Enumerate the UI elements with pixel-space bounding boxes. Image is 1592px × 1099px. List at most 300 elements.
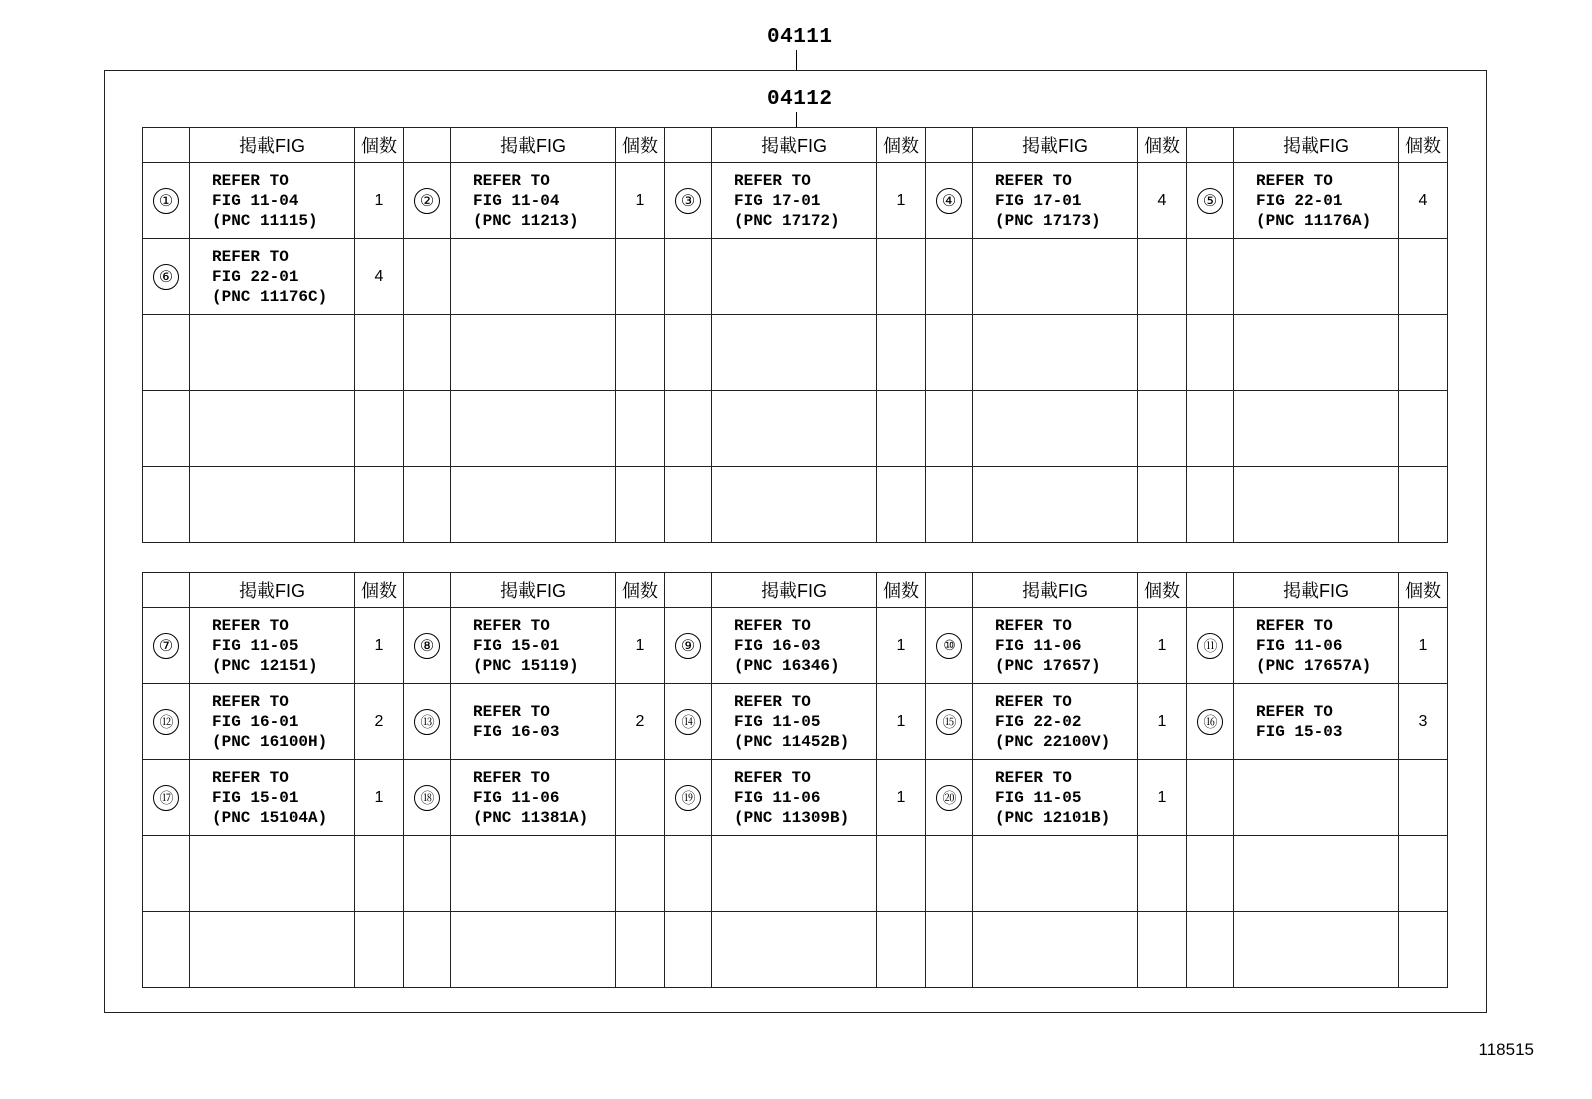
item-number-cell (926, 391, 973, 467)
quantity-cell (355, 391, 404, 467)
quantity-cell (616, 684, 665, 760)
fig-reference-cell (1234, 391, 1399, 467)
quantity-value: 1 (896, 712, 906, 730)
quantity-cell (1399, 836, 1448, 912)
header-fig-label: 掲載FIG (712, 128, 877, 163)
fig-reference-line: (PNC 11213) (473, 211, 579, 230)
fig-reference-line: (PNC 11381A) (473, 808, 589, 827)
quantity-value: 1 (635, 636, 645, 654)
fig-reference-cell (712, 315, 877, 391)
fig-reference-cell (451, 684, 616, 760)
quantity-value: 1 (374, 788, 384, 806)
fig-reference-text (712, 616, 876, 676)
fig-reference-cell (973, 467, 1138, 543)
item-number-cell (404, 760, 451, 836)
fig-reference-line: (PNC 16100H) (212, 732, 328, 751)
quantity-cell (1138, 836, 1187, 912)
fig-reference-text (973, 768, 1137, 828)
fig-reference-cell (712, 760, 877, 836)
header-number-cell (926, 573, 973, 608)
fig-reference-line: REFER TO (1256, 616, 1333, 635)
quantity-cell (877, 760, 926, 836)
fig-reference-text (451, 768, 615, 828)
fig-reference-text (712, 768, 876, 828)
item-number-badge: ⑬ (414, 709, 440, 735)
quantity-cell (355, 467, 404, 543)
table-row (143, 912, 1448, 988)
fig-reference-cell (712, 836, 877, 912)
fig-reference-cell (451, 239, 616, 315)
quantity-cell (355, 836, 404, 912)
fig-reference-cell (451, 836, 616, 912)
item-number-cell (404, 912, 451, 988)
quantity-cell (355, 760, 404, 836)
item-number-badge: ⑦ (153, 633, 179, 659)
fig-reference-cell (190, 912, 355, 988)
fig-reference-line: FIG 11-05 (995, 788, 1082, 807)
fig-reference-line: REFER TO (995, 616, 1072, 635)
item-number-cell (665, 391, 712, 467)
quantity-cell (1399, 760, 1448, 836)
item-number-cell (665, 467, 712, 543)
quantity-value: 1 (1157, 788, 1167, 806)
fig-reference-line: REFER TO (212, 247, 289, 266)
header-qty-label: 個数 (1399, 128, 1448, 163)
fig-reference-line: REFER TO (734, 171, 811, 190)
header-qty-label: 個数 (355, 128, 404, 163)
fig-reference-cell (712, 239, 877, 315)
header-number-cell (143, 573, 190, 608)
fig-reference-text (190, 768, 354, 828)
fig-reference-cell (1234, 912, 1399, 988)
quantity-cell (616, 163, 665, 239)
quantity-cell (877, 836, 926, 912)
header-number-cell (1187, 573, 1234, 608)
item-number-cell (926, 912, 973, 988)
item-number-badge: ④ (936, 188, 962, 214)
quantity-value: 4 (1418, 191, 1428, 209)
item-number-cell (1187, 760, 1234, 836)
fig-reference-line: (PNC 17172) (734, 211, 840, 230)
fig-reference-line: FIG 11-04 (212, 191, 299, 210)
table-row (143, 391, 1448, 467)
header-qty-label: 個数 (877, 128, 926, 163)
fig-reference-cell (712, 912, 877, 988)
header-qty-label: 個数 (355, 573, 404, 608)
assembly-code-label: 04111 (767, 26, 833, 49)
quantity-cell (1138, 163, 1187, 239)
fig-reference-line: FIG 11-06 (1256, 636, 1343, 655)
fig-reference-line: (PNC 17173) (995, 211, 1101, 230)
parts-table-lower (142, 572, 1448, 988)
item-number-badge: ⑥ (153, 264, 179, 290)
fig-reference-line: REFER TO (212, 692, 289, 711)
fig-reference-cell (1234, 836, 1399, 912)
item-number-cell (926, 608, 973, 684)
item-number-cell (1187, 163, 1234, 239)
header-number-cell (404, 128, 451, 163)
quantity-cell (616, 760, 665, 836)
fig-reference-line: FIG 16-03 (734, 636, 821, 655)
fig-reference-line: FIG 15-01 (212, 788, 299, 807)
fig-reference-line: REFER TO (473, 171, 550, 190)
fig-reference-cell (190, 684, 355, 760)
header-fig-label: 掲載FIG (973, 128, 1138, 163)
quantity-cell (1138, 684, 1187, 760)
quantity-cell (877, 315, 926, 391)
quantity-cell (616, 391, 665, 467)
fig-reference-text (451, 702, 615, 742)
item-number-cell (926, 239, 973, 315)
table-row (143, 760, 1448, 836)
table-row (143, 163, 1448, 239)
header-qty-label: 個数 (616, 128, 665, 163)
quantity-cell (1138, 912, 1187, 988)
fig-reference-cell (1234, 608, 1399, 684)
table-row (143, 608, 1448, 684)
header-number-cell (926, 128, 973, 163)
fig-reference-text (190, 692, 354, 752)
quantity-cell (877, 163, 926, 239)
item-number-badge: ⑧ (414, 633, 440, 659)
quantity-value: 1 (374, 636, 384, 654)
item-number-badge: ⑰ (153, 785, 179, 811)
quantity-value: 2 (635, 712, 645, 730)
table-header-row (143, 128, 1448, 163)
fig-reference-cell (190, 315, 355, 391)
item-number-cell (143, 467, 190, 543)
fig-reference-line: FIG 22-01 (1256, 191, 1343, 210)
quantity-cell (877, 608, 926, 684)
item-number-cell (404, 315, 451, 391)
fig-reference-cell (451, 315, 616, 391)
quantity-cell (1399, 684, 1448, 760)
fig-reference-cell (712, 467, 877, 543)
fig-reference-line: REFER TO (1256, 702, 1333, 721)
quantity-cell (616, 608, 665, 684)
fig-reference-line: (PNC 12101B) (995, 808, 1111, 827)
item-number-cell (143, 391, 190, 467)
item-number-cell (926, 836, 973, 912)
fig-reference-cell (451, 391, 616, 467)
item-number-badge: ⑩ (936, 633, 962, 659)
item-number-cell (1187, 912, 1234, 988)
quantity-value: 2 (374, 712, 384, 730)
fig-reference-line: (PNC 17657A) (1256, 656, 1372, 675)
quantity-cell (355, 912, 404, 988)
fig-reference-line: FIG 16-03 (473, 722, 560, 741)
header-fig-label: 掲載FIG (451, 573, 616, 608)
fig-reference-line: REFER TO (212, 768, 289, 787)
item-number-cell (404, 467, 451, 543)
quantity-value: 1 (896, 191, 906, 209)
quantity-cell (616, 239, 665, 315)
item-number-cell (1187, 608, 1234, 684)
item-number-cell (665, 684, 712, 760)
fig-reference-text (712, 171, 876, 231)
fig-reference-line: REFER TO (734, 768, 811, 787)
quantity-cell (1399, 467, 1448, 543)
quantity-cell (1399, 163, 1448, 239)
item-number-cell (404, 836, 451, 912)
fig-reference-line: REFER TO (473, 702, 550, 721)
quantity-cell (1399, 608, 1448, 684)
item-number-badge: ⑲ (675, 785, 701, 811)
header-fig-label: 掲載FIG (190, 128, 355, 163)
item-number-badge: ⑯ (1197, 709, 1223, 735)
fig-reference-text (1234, 171, 1398, 231)
assembly-leader-line (796, 50, 797, 70)
fig-reference-cell (451, 608, 616, 684)
item-number-cell (926, 315, 973, 391)
item-number-cell (1187, 684, 1234, 760)
header-number-cell (665, 573, 712, 608)
fig-reference-line: REFER TO (212, 616, 289, 635)
quantity-cell (877, 684, 926, 760)
fig-reference-cell (973, 760, 1138, 836)
item-number-badge: ③ (675, 188, 701, 214)
fig-reference-line: (PNC 16346) (734, 656, 840, 675)
fig-reference-text (190, 247, 354, 307)
quantity-cell (355, 684, 404, 760)
item-number-badge: ⑪ (1197, 633, 1223, 659)
fig-reference-line: FIG 22-01 (212, 267, 299, 286)
fig-reference-line: FIG 11-06 (734, 788, 821, 807)
fig-reference-text (973, 692, 1137, 752)
item-number-cell (1187, 239, 1234, 315)
item-number-cell (665, 315, 712, 391)
fig-reference-line: FIG 17-01 (734, 191, 821, 210)
fig-reference-line: FIG 11-05 (734, 712, 821, 731)
fig-reference-cell (451, 760, 616, 836)
item-number-cell (143, 315, 190, 391)
item-number-badge: ⑫ (153, 709, 179, 735)
item-number-cell (143, 684, 190, 760)
fig-reference-cell (1234, 315, 1399, 391)
item-number-badge: ⑳ (936, 785, 962, 811)
quantity-cell (877, 467, 926, 543)
fig-reference-line: FIG 15-03 (1256, 722, 1343, 741)
fig-reference-line: REFER TO (212, 171, 289, 190)
fig-reference-line: (PNC 11176A) (1256, 211, 1372, 230)
fig-reference-cell (190, 760, 355, 836)
illustration-code: 118515 (1478, 1040, 1534, 1059)
table-row (143, 684, 1448, 760)
item-number-cell (665, 760, 712, 836)
header-qty-label: 個数 (1399, 573, 1448, 608)
fig-reference-cell (973, 391, 1138, 467)
fig-reference-line: FIG 22-02 (995, 712, 1082, 731)
table-row (143, 239, 1448, 315)
quantity-cell (616, 836, 665, 912)
header-qty-label: 個数 (1138, 128, 1187, 163)
quantity-cell (877, 239, 926, 315)
quantity-value: 4 (1157, 191, 1167, 209)
fig-reference-line: FIG 15-01 (473, 636, 560, 655)
header-fig-label: 掲載FIG (973, 573, 1138, 608)
fig-reference-cell (1234, 467, 1399, 543)
subassembly-leader-line (796, 112, 797, 127)
fig-reference-cell (190, 163, 355, 239)
item-number-cell (665, 912, 712, 988)
fig-reference-text (973, 171, 1137, 231)
item-number-cell (1187, 836, 1234, 912)
fig-reference-line: FIG 11-06 (995, 636, 1082, 655)
header-number-cell (1187, 128, 1234, 163)
fig-reference-text (973, 616, 1137, 676)
header-qty-label: 個数 (1138, 573, 1187, 608)
fig-reference-line: REFER TO (734, 616, 811, 635)
quantity-cell (1138, 467, 1187, 543)
item-number-badge: ⑭ (675, 709, 701, 735)
item-number-badge: ⑱ (414, 785, 440, 811)
fig-reference-text (451, 616, 615, 676)
fig-reference-line: (PNC 11176C) (212, 287, 328, 306)
item-number-badge: ⑤ (1197, 188, 1223, 214)
quantity-value: 1 (896, 788, 906, 806)
fig-reference-line: FIG 11-05 (212, 636, 299, 655)
item-number-badge: ⑨ (675, 633, 701, 659)
fig-reference-line: REFER TO (995, 768, 1072, 787)
quantity-cell (877, 912, 926, 988)
quantity-value: 1 (374, 191, 384, 209)
fig-reference-cell (973, 912, 1138, 988)
fig-reference-text (712, 692, 876, 752)
item-number-cell (404, 163, 451, 239)
fig-reference-cell (1234, 760, 1399, 836)
header-fig-label: 掲載FIG (712, 573, 877, 608)
quantity-cell (1399, 391, 1448, 467)
item-number-cell (404, 391, 451, 467)
fig-reference-cell (973, 608, 1138, 684)
table-row (143, 836, 1448, 912)
item-number-cell (404, 608, 451, 684)
fig-reference-line: (PNC 11309B) (734, 808, 850, 827)
fig-reference-line: REFER TO (473, 616, 550, 635)
fig-reference-cell (973, 836, 1138, 912)
fig-reference-text (1234, 616, 1398, 676)
quantity-cell (1138, 239, 1187, 315)
fig-reference-line: (PNC 15119) (473, 656, 579, 675)
fig-reference-line: (PNC 11452B) (734, 732, 850, 751)
header-fig-label: 掲載FIG (1234, 128, 1399, 163)
fig-reference-line: FIG 17-01 (995, 191, 1082, 210)
fig-reference-cell (712, 684, 877, 760)
quantity-cell (355, 163, 404, 239)
item-number-cell (143, 163, 190, 239)
item-number-cell (926, 684, 973, 760)
fig-reference-text (451, 171, 615, 231)
quantity-value: 3 (1418, 712, 1428, 730)
item-number-cell (926, 467, 973, 543)
item-number-cell (665, 239, 712, 315)
item-number-cell (404, 684, 451, 760)
quantity-value: 1 (1418, 636, 1428, 654)
item-number-cell (404, 239, 451, 315)
fig-reference-line: (PNC 15104A) (212, 808, 328, 827)
fig-reference-cell (973, 163, 1138, 239)
quantity-cell (616, 467, 665, 543)
item-number-cell (143, 239, 190, 315)
fig-reference-line: REFER TO (995, 692, 1072, 711)
fig-reference-line: REFER TO (473, 768, 550, 787)
header-qty-label: 個数 (616, 573, 665, 608)
fig-reference-cell (973, 315, 1138, 391)
header-number-cell (665, 128, 712, 163)
fig-reference-line: (PNC 11115) (212, 211, 318, 230)
item-number-cell (1187, 391, 1234, 467)
fig-reference-cell (973, 684, 1138, 760)
fig-reference-text (1234, 702, 1398, 742)
quantity-cell (877, 391, 926, 467)
fig-reference-text (190, 171, 354, 231)
quantity-value: 1 (1157, 712, 1167, 730)
item-number-badge: ② (414, 188, 440, 214)
fig-reference-line: FIG 11-04 (473, 191, 560, 210)
fig-reference-cell (1234, 163, 1399, 239)
quantity-cell (616, 315, 665, 391)
fig-reference-line: REFER TO (734, 692, 811, 711)
item-number-cell (665, 608, 712, 684)
quantity-cell (355, 315, 404, 391)
item-number-cell (1187, 315, 1234, 391)
fig-reference-cell (190, 467, 355, 543)
item-number-cell (143, 608, 190, 684)
fig-reference-cell (1234, 239, 1399, 315)
fig-reference-cell (190, 239, 355, 315)
header-fig-label: 掲載FIG (451, 128, 616, 163)
item-number-badge: ① (153, 188, 179, 214)
fig-reference-cell (451, 912, 616, 988)
quantity-cell (616, 912, 665, 988)
quantity-cell (1399, 315, 1448, 391)
fig-reference-line: (PNC 12151) (212, 656, 318, 675)
quantity-cell (1138, 391, 1187, 467)
fig-reference-line: REFER TO (1256, 171, 1333, 190)
quantity-cell (355, 608, 404, 684)
item-number-cell (665, 836, 712, 912)
fig-reference-line: FIG 16-01 (212, 712, 299, 731)
quantity-cell (1138, 315, 1187, 391)
quantity-value: 4 (374, 267, 384, 285)
table-row (143, 315, 1448, 391)
header-number-cell (404, 573, 451, 608)
fig-reference-line: (PNC 22100V) (995, 732, 1111, 751)
fig-reference-cell (973, 239, 1138, 315)
header-fig-label: 掲載FIG (190, 573, 355, 608)
table-row (143, 467, 1448, 543)
quantity-cell (1399, 912, 1448, 988)
item-number-cell (926, 760, 973, 836)
item-number-cell (143, 912, 190, 988)
parts-table-upper (142, 127, 1448, 543)
fig-reference-line: FIG 11-06 (473, 788, 560, 807)
quantity-value: 1 (1157, 636, 1167, 654)
fig-reference-cell (451, 467, 616, 543)
fig-reference-cell (190, 608, 355, 684)
quantity-value: 1 (896, 636, 906, 654)
item-number-badge: ⑮ (936, 709, 962, 735)
quantity-cell (355, 239, 404, 315)
quantity-value: 1 (635, 191, 645, 209)
item-number-cell (143, 836, 190, 912)
fig-reference-cell (1234, 684, 1399, 760)
header-number-cell (143, 128, 190, 163)
header-fig-label: 掲載FIG (1234, 573, 1399, 608)
quantity-cell (1138, 760, 1187, 836)
header-qty-label: 個数 (877, 573, 926, 608)
item-number-cell (1187, 467, 1234, 543)
